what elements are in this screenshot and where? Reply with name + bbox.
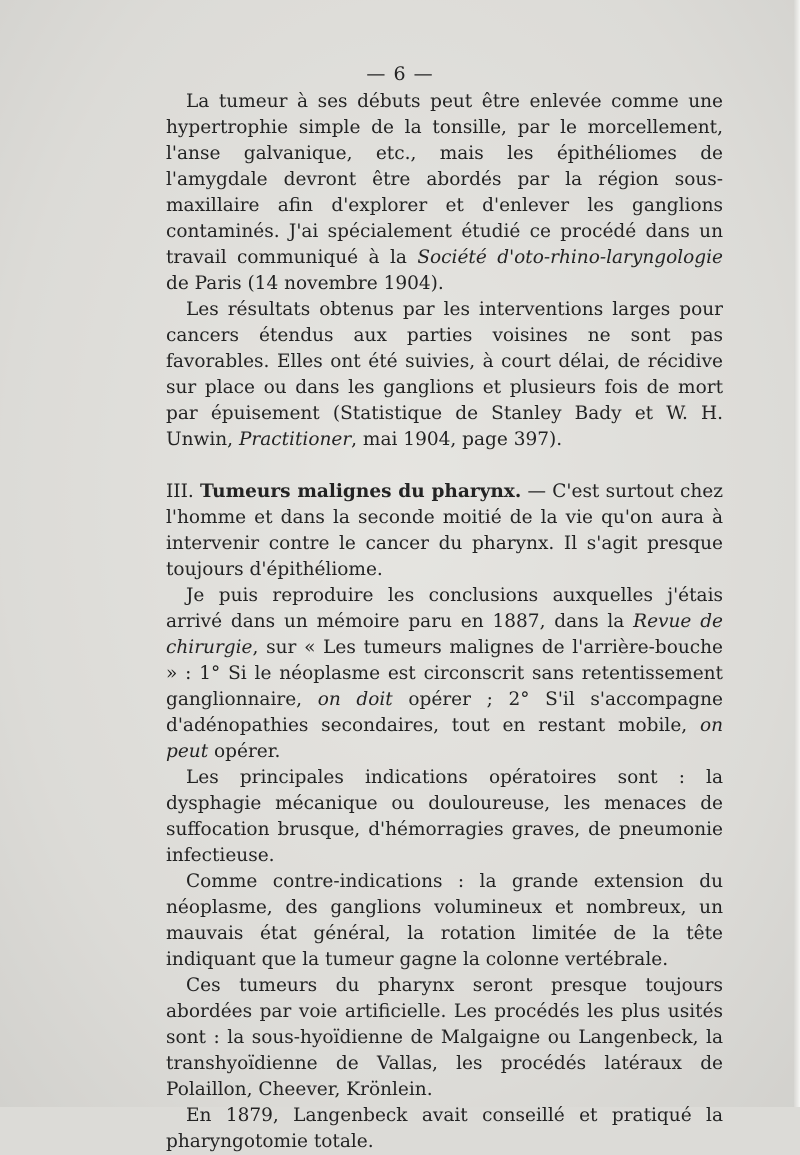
section-pharynx [166,479,723,583]
paragraph-contraindications: Comme contre-indications : la grande extension du néoplasme, des ganglions volumineux et nombreux, un mauvais état général, la rotation limitée de la tête indiquant que la tumeur gagne la colonne vertébrale. [166,871,723,970]
page-body [166,89,723,1155]
paragraph-text: La tumeur à ses débuts peut être enlevée comme une hypertrophie simple de la tonsille, par le morcellement, l'anse galvanique, etc., mais les épithéliomes de l'amygdale devront être abordés par la région sous-maxillaire afin d'explorer et d'enlever les ganglions contaminés. J'ai spécialement étudié ce procédé dans un travail communiqué à la [166,91,723,268]
paragraph-text: opérer ; 2° S'il s'accompagne d'adénopathies secondaires, tout en restant mobile, [166,689,724,736]
paragraph-results [166,297,723,453]
journal-title: Société d'oto-rhino-laryngologie [417,247,723,268]
paragraph-text: , mai 1904, page 397). [351,429,563,450]
emphasis-text: on doit [317,689,393,710]
paragraph-text: Les résultats obtenus par les interventions larges pour cancers étendus aux parties voisines ne sont pas favorables. Elles ont été suivies, à court délai, de récidive sur place ou dans les ganglions et plusieurs fois de mort par épuisement (Statistique de Stanley Bady et W. H. Unwin, [166,299,723,450]
section-heading: Tumeurs malignes du pharynx. [200,481,522,502]
paragraph-indications: Les principales indications opératoires sont : la dysphagie mécanique ou douloureuse, les menaces de suffocation brusque, d'hémorragies graves, de pneumonie infectieuse. [166,767,723,866]
paragraph-text: de Paris (14 novembre 1904). [166,273,444,294]
paragraph-text: — C'est surtout chez l'homme et dans la seconde moitié de la vie qu'on aura à intervenir contre le cancer du pharynx. Il s'agit presque toujours d'épithéliome. [166,481,723,580]
paragraph-procedures: Ces tumeurs du pharynx seront presque toujours abordées par voie artificielle. Les procédés les plus usités sont : la sous-hyoïdienne de Malgaigne ou Langenbeck, la transhyoïdienne de Vallas, les procédés latéraux de Polaillon, Cheever, Krönlein. [166,975,723,1100]
journal-title: Practitioner [238,429,352,450]
paragraph-tonsil-tumor [166,89,723,297]
paragraph-conclusions [166,583,723,765]
section-numeral: III. [166,481,201,502]
journal-title: Revue de chirurgie [166,611,723,658]
paragraph-text: Je puis reproduire les conclusions auxquelles j'étais arrivé dans un mémoire paru en 1887, dans la [166,585,723,632]
paragraph-text: , sur « Les tumeurs malignes de l'arrière-bouche » : 1° Si le néoplasme est circonscrit sans retentissement ganglionnaire, [166,637,723,710]
page-number: — 6 — [366,63,434,85]
section-gap [166,453,723,479]
paragraph-langenbeck: En 1879, Langenbeck avait conseillé et pratiqué la pharyngotomie totale. [166,1105,723,1152]
paragraph-text: opérer. [208,741,281,762]
emphasis-text: on peut [166,715,723,762]
